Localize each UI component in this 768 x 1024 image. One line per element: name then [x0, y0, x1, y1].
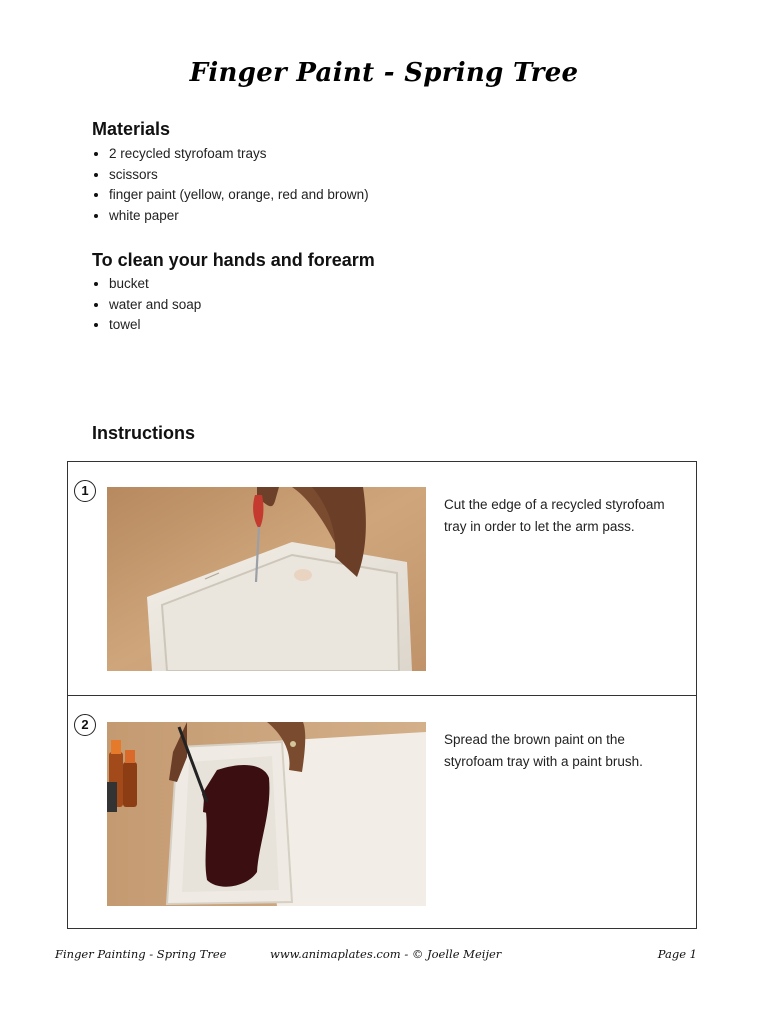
list-item: towel — [92, 315, 201, 336]
cleaning-list — [92, 274, 201, 336]
step-description: Cut the edge of a recycled styrofoam tray in order to let the arm pass. — [444, 497, 665, 534]
step-number-badge: 2 — [74, 714, 96, 736]
materials-list — [92, 144, 369, 226]
footer-page-number: Page 1 — [657, 947, 697, 961]
step-row — [68, 696, 696, 929]
list-item: 2 recycled styrofoam trays — [92, 144, 369, 165]
list-item: bucket — [92, 274, 201, 295]
cleaning-heading: To clean your hands and forearm — [92, 250, 375, 270]
step-1-photo — [107, 487, 426, 671]
footer-center: www.animaplates.com - © Joelle Meijer — [270, 947, 502, 961]
instructions-heading: Instructions — [92, 423, 196, 443]
list-item: finger paint (yellow, orange, red and brown) — [92, 185, 369, 206]
materials-heading: Materials — [92, 119, 171, 139]
list-item: scissors — [92, 165, 369, 186]
list-item: white paper — [92, 206, 369, 227]
step-description: Spread the brown paint on the styrofoam tray with a paint brush. — [444, 732, 643, 769]
footer-left: Finger Painting - Spring Tree — [55, 947, 227, 961]
step-number-badge: 1 — [74, 480, 96, 502]
instructions-table — [67, 461, 697, 929]
page-title: Finger Paint - Spring Tree — [189, 58, 579, 88]
list-item: water and soap — [92, 295, 201, 316]
step-2-photo — [107, 722, 426, 906]
step-row — [68, 462, 696, 696]
